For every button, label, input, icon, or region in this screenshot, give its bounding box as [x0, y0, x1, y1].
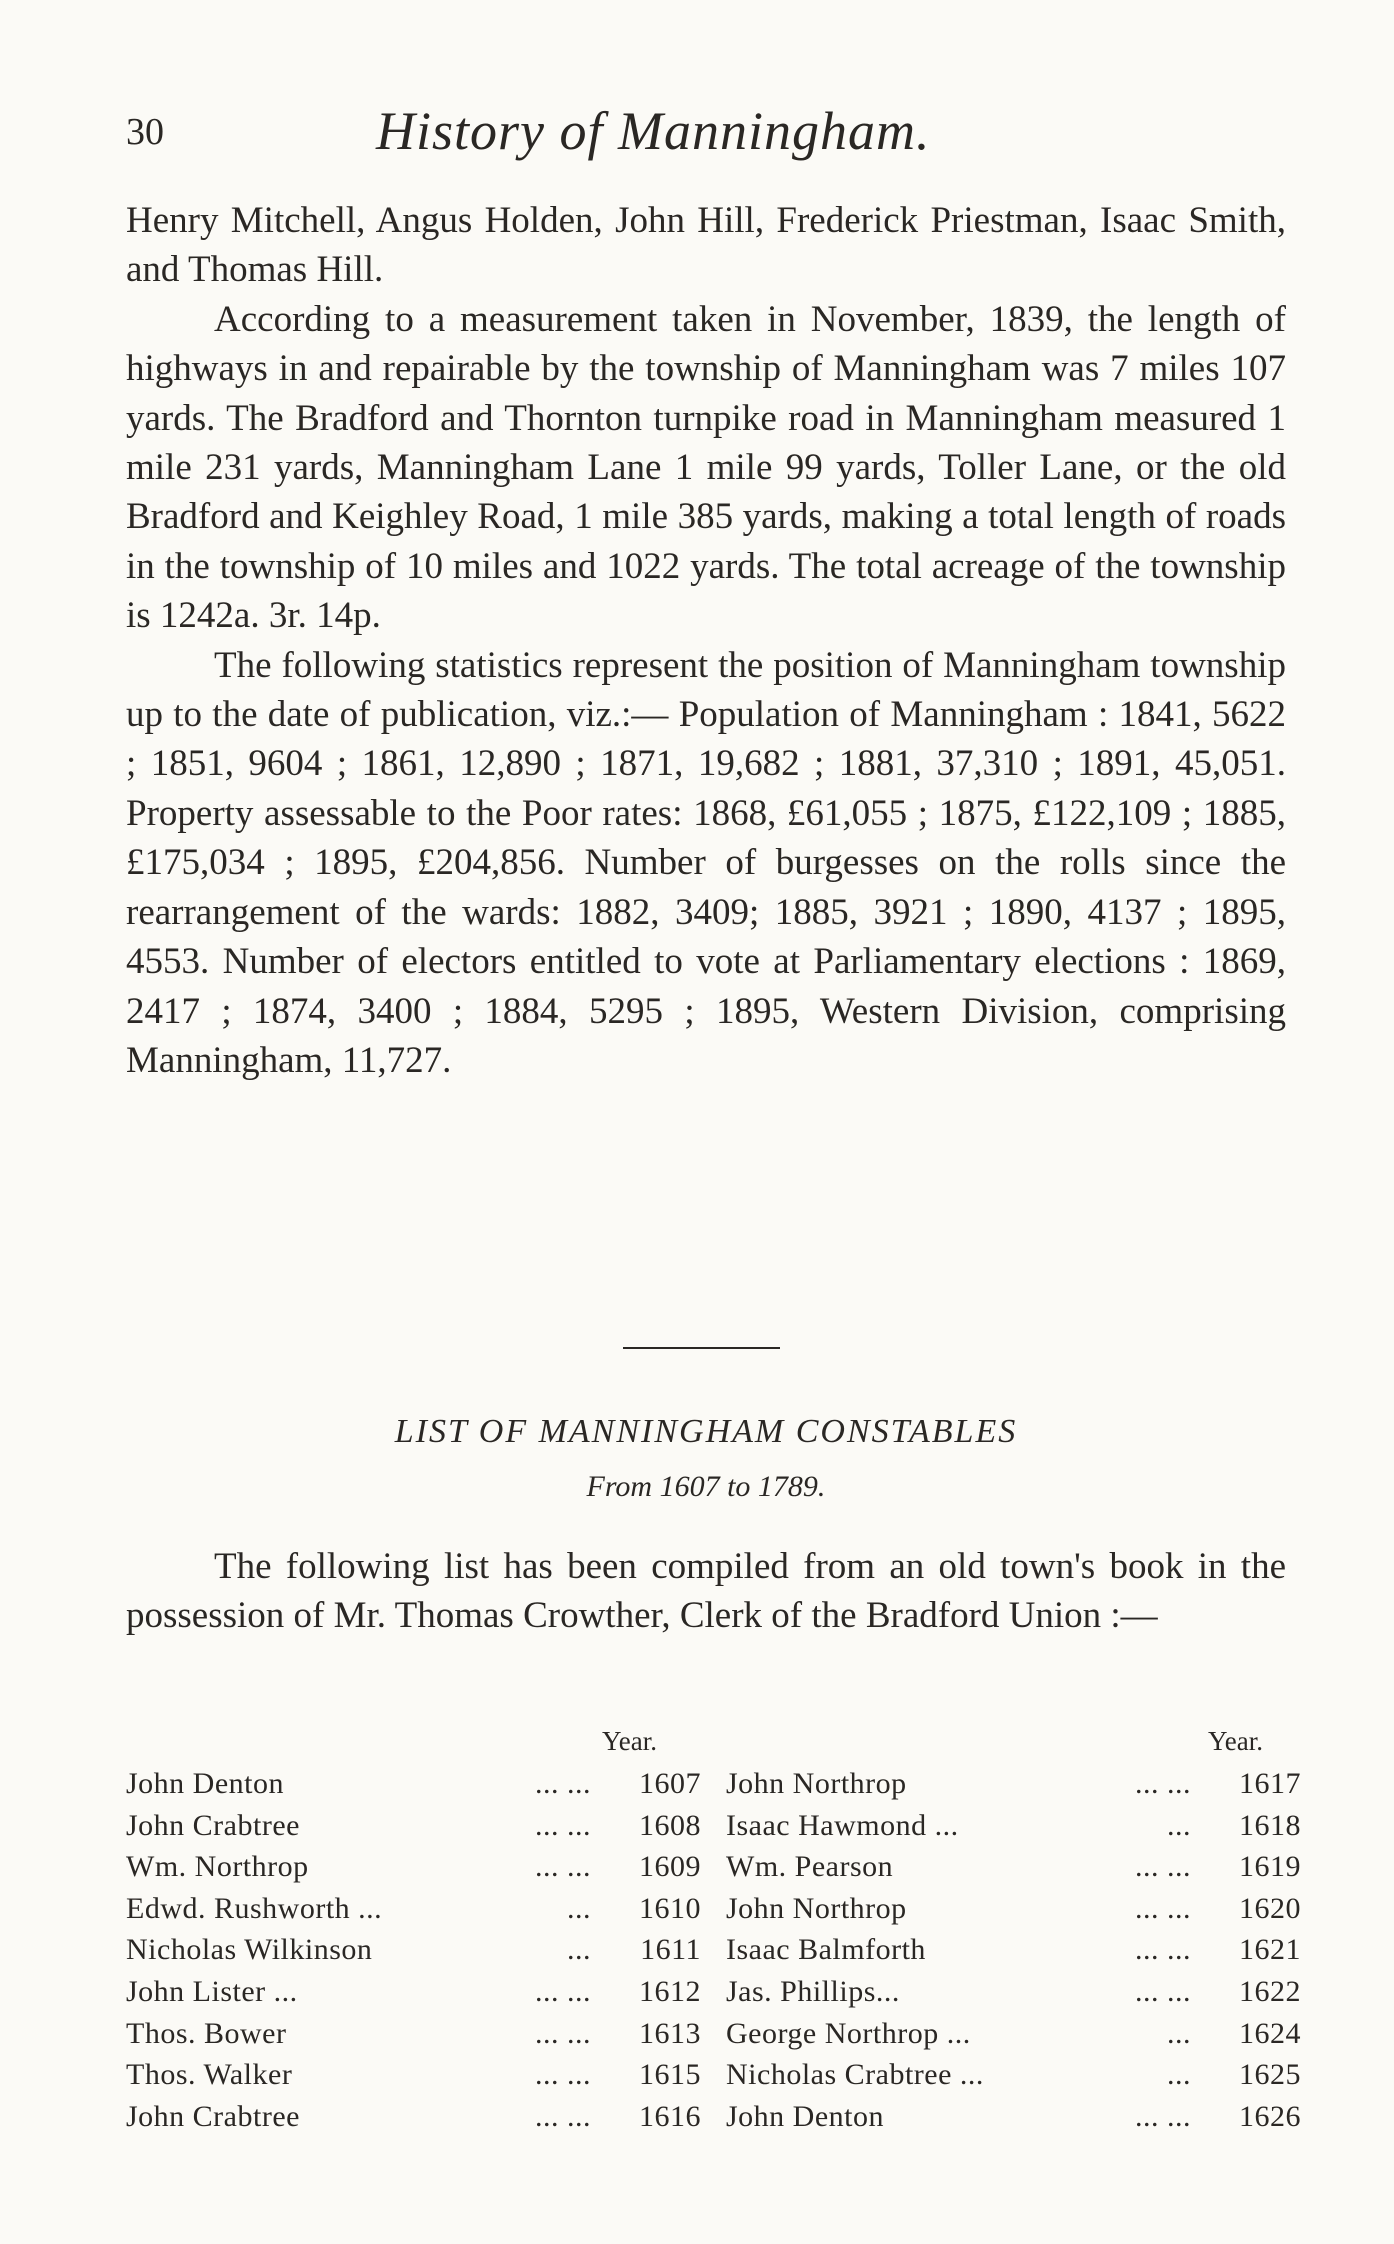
leader-dots: ... ...	[535, 1974, 591, 2008]
section-divider	[623, 1347, 780, 1349]
constable-year: 1615	[639, 2058, 701, 2092]
leader-dots: ... ...	[535, 1767, 591, 1800]
leader-dots: ... ...	[535, 1808, 591, 1842]
constable-row	[726, 1763, 1301, 1805]
constable-row	[126, 2013, 701, 2055]
constable-name: John Northrop	[726, 1767, 907, 1800]
leader-dots: ... ...	[1135, 1974, 1191, 2008]
constable-name: John Denton	[726, 2099, 884, 2133]
paragraph-highways: According to a measurement taken in November, 1839, the length of highways in and repairable by the township of Manningham was 7 miles 107 yards. The Bradford and Thornton turnpike road in Manningham measured 1 mile 231 yards, Manningham Lane 1 mile 99 yards, Toller Lane, or the old Bradford and Keighley Road, 1 mile 385 yards, making a total length of roads in the township of 10 miles and 1022 yards. The total acreage of the township is 1242a. 3r. 14p.	[126, 298, 1286, 637]
constable-row	[726, 2096, 1301, 2138]
constable-year: 1613	[639, 2016, 701, 2050]
constable-year: 1607	[639, 1767, 701, 1800]
body-text	[126, 196, 1286, 1085]
constable-year: 1611	[640, 1933, 701, 1967]
constable-row	[126, 1929, 701, 1971]
constable-year: 1609	[639, 1850, 701, 1884]
constable-row	[126, 1888, 701, 1930]
constables-column-left	[126, 1763, 701, 2137]
constable-row	[126, 1971, 701, 2013]
constable-name: George Northrop ...	[726, 2016, 971, 2050]
constable-row	[726, 2013, 1301, 2055]
leader-dots: ... ...	[1135, 1767, 1191, 1800]
paragraph-statistics: The following statistics represent the position of Manningham township up to the date of publication, viz.:— Population of Manningham : 1841, 5622 ; 1851, 9604 ; 1861, 12,890 ; 1871, 19,682 ; 1881, 37,310 ; 1891, 45,051. Property assessable to the Poor rates: 1868, £61,055 ; 1875, £122,109 ; 1885, £175,034 ; 1895, £204,856. Number of burgesses on the rolls since the rearrangement of the wards: 1882, 3409; 1885, 3921 ; 1890, 4137 ; 1895, 4553. Number of electors entitled to vote at Parliamentary elections : 1869, 2417 ; 1874, 3400 ; 1884, 5295 ; 1895, Western Division, comprising Manningham, 11,727.	[126, 644, 1286, 1081]
constable-row	[726, 2054, 1301, 2096]
constable-name: Wm. Northrop	[126, 1850, 309, 1884]
constable-year: 1625	[1239, 2058, 1301, 2092]
leader-dots: ... ...	[1135, 1933, 1191, 1967]
constable-name: Edwd. Rushworth ...	[126, 1891, 383, 1925]
constable-year: 1616	[639, 2099, 701, 2133]
constable-year: 1612	[639, 1974, 701, 2008]
constable-year: 1626	[1239, 2099, 1301, 2133]
constables-column-right	[726, 1763, 1301, 2137]
leader-dots: ... ...	[1135, 2099, 1191, 2133]
leader-dots: ...	[567, 1891, 591, 1925]
leader-dots: ... ...	[535, 2058, 591, 2092]
list-intro: The following list has been compiled from an old town's book in the possession of Mr. Thomas Crowther, Clerk of the Bradford Union :—	[126, 1546, 1286, 1637]
leader-dots: ...	[567, 1933, 591, 1967]
constable-row	[126, 1805, 701, 1847]
leader-dots: ...	[1167, 1808, 1191, 1842]
constable-year: 1622	[1239, 1974, 1301, 2008]
constable-row	[726, 1846, 1301, 1888]
year-header-left: Year.	[602, 1726, 658, 1756]
paragraph-continued: Henry Mitchell, Angus Holden, John Hill, Frederick Priestman, Isaac Smith, and Thomas Hill.	[126, 200, 1286, 291]
constable-name: Wm. Pearson	[726, 1850, 894, 1884]
constable-year: 1620	[1239, 1891, 1301, 1925]
leader-dots: ... ...	[1135, 1850, 1191, 1884]
running-title: History of Manningham.	[376, 101, 931, 161]
page-number: 30	[126, 111, 164, 153]
constable-year: 1621	[1239, 1933, 1301, 1967]
constable-name: John Crabtree	[126, 2099, 300, 2133]
constable-name: Isaac Hawmond ...	[726, 1808, 959, 1842]
constable-row	[126, 1763, 701, 1805]
constable-row	[726, 1805, 1301, 1847]
leader-dots: ... ...	[535, 2099, 591, 2133]
constable-year: 1624	[1239, 2016, 1301, 2050]
page-header	[126, 100, 1286, 170]
leader-dots: ...	[1167, 2016, 1191, 2050]
constable-row	[126, 2054, 701, 2096]
constable-name: Thos. Walker	[126, 2058, 293, 2092]
constable-name: Jas. Phillips...	[726, 1974, 900, 2008]
constable-year: 1619	[1239, 1850, 1301, 1884]
constable-row	[726, 1929, 1301, 1971]
leader-dots: ... ...	[535, 1850, 591, 1884]
constable-name: John Northrop	[726, 1891, 907, 1925]
constable-row	[726, 1971, 1301, 2013]
constable-row	[126, 1846, 701, 1888]
leader-dots: ...	[1167, 2058, 1191, 2092]
constable-name: Isaac Balmforth	[726, 1933, 926, 1967]
constable-year: 1618	[1239, 1808, 1301, 1842]
constable-name: Thos. Bower	[126, 2016, 287, 2050]
leader-dots: ... ...	[1135, 1891, 1191, 1925]
constable-row	[726, 1888, 1301, 1930]
constable-name: John Denton	[126, 1767, 284, 1800]
constable-name: Nicholas Crabtree ...	[726, 2058, 984, 2092]
constable-year: 1617	[1239, 1767, 1301, 1800]
constable-year: 1610	[639, 1891, 701, 1925]
constable-name: John Crabtree	[126, 1808, 300, 1842]
leader-dots: ... ...	[535, 2016, 591, 2050]
constable-year: 1608	[639, 1808, 701, 1842]
list-title: LIST OF MANNINGHAM CONSTABLES	[394, 1413, 1018, 1450]
constable-name: Nicholas Wilkinson	[126, 1933, 373, 1967]
constable-name: John Lister ...	[126, 1974, 298, 2008]
list-subtitle: From 1607 to 1789.	[586, 1470, 826, 1503]
year-header-right: Year.	[1208, 1726, 1264, 1756]
constable-row	[126, 2096, 701, 2138]
